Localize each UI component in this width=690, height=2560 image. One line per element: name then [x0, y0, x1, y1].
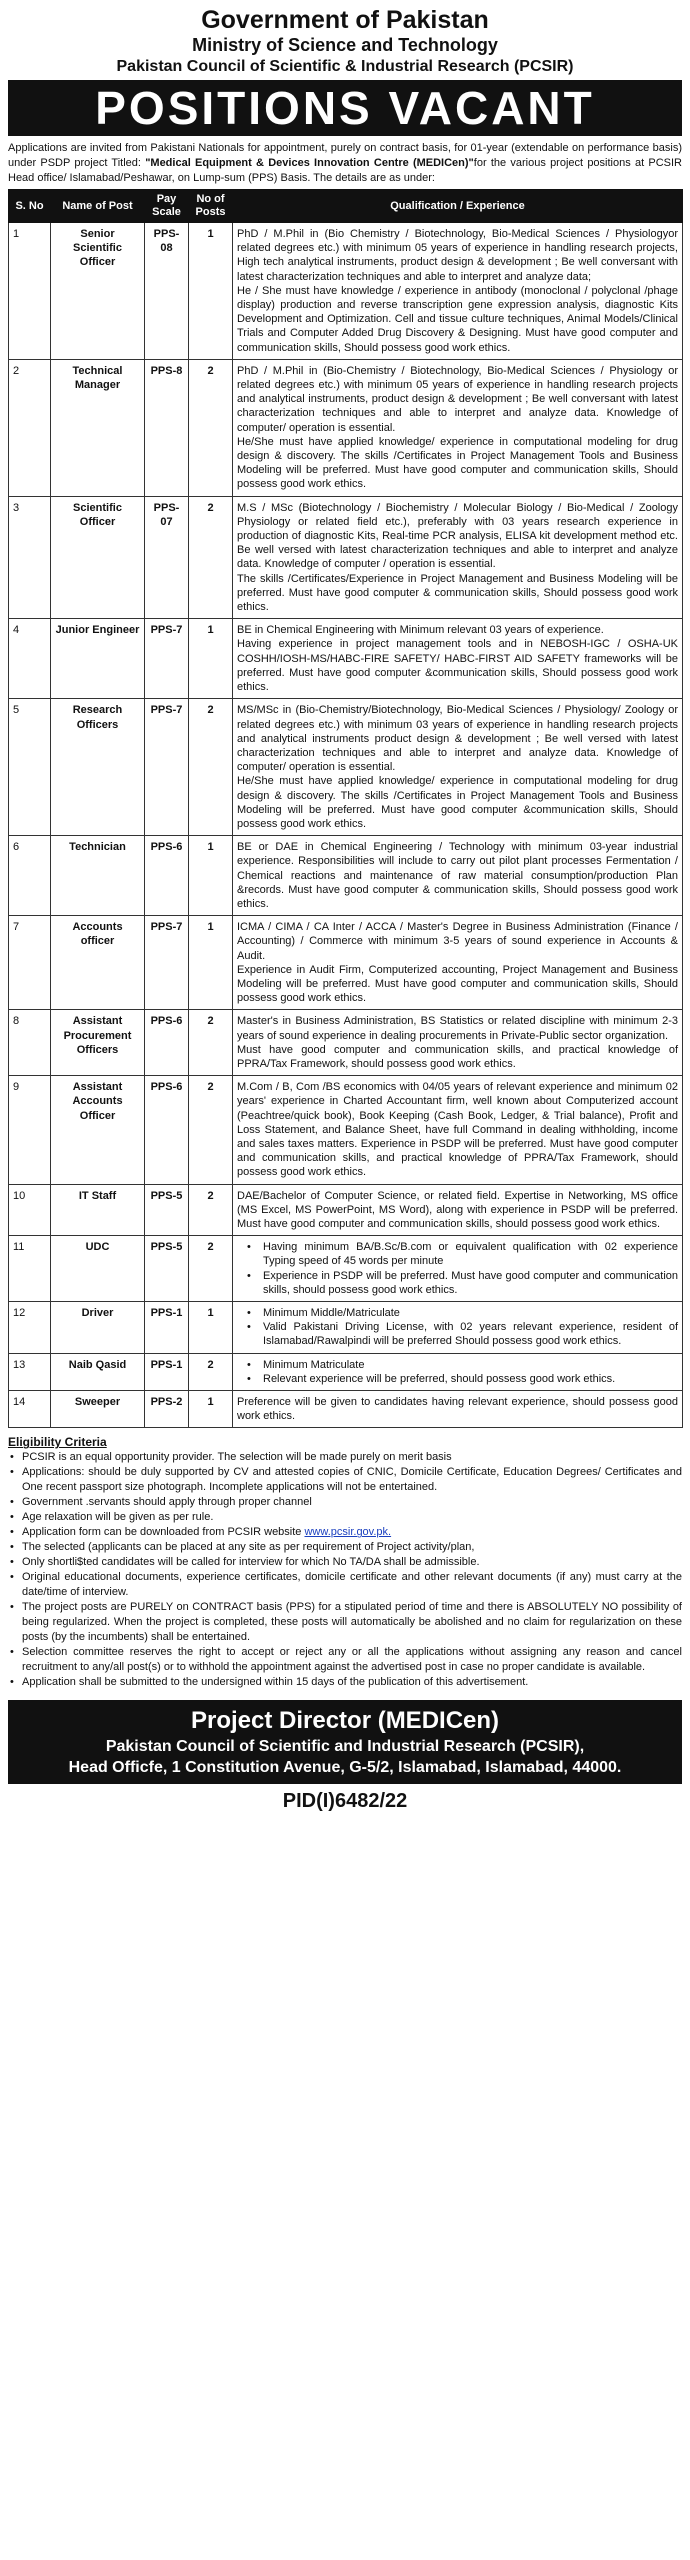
- no-of-posts-cell: 1: [189, 916, 233, 1010]
- qualification-cell: [233, 1010, 683, 1076]
- no-of-posts-cell: 2: [189, 1010, 233, 1076]
- footer-address-1: Pakistan Council of Scientific and Industrial Research (PCSIR),: [105, 1738, 585, 1756]
- qualification-text: BE in Chemical Engineering with Minimum relevant 03 years of experience.: [237, 624, 604, 637]
- list-item: • The selected (applicants can be placed at any site as per requirement of Project activity/plan,: [8, 1540, 682, 1555]
- qualification-text: Master's in Business Administration, BS Statistics or related discipline with minimum 2-3 years of sound experience in dealing procurements in Private-Public sector organization.: [237, 1015, 678, 1042]
- sno-cell: 13: [9, 1353, 51, 1390]
- sno-cell: 4: [9, 619, 51, 699]
- pay-scale-cell: PPS-7: [145, 619, 189, 699]
- post-name-cell: IT Staff: [51, 1184, 145, 1236]
- footer: [8, 1700, 682, 1784]
- list-item: • Original educational documents, experience certificates, domicile certificate and other relevant documents (if any) must carry at the date/time of interview.: [8, 1570, 682, 1600]
- table-row: [9, 1076, 683, 1184]
- list-item: • Government .servants should apply through proper channel: [8, 1495, 682, 1510]
- sno-cell: 2: [9, 359, 51, 496]
- post-name-cell: Technical Manager: [51, 359, 145, 496]
- table-row: [9, 836, 683, 916]
- pay-scale-cell: PPS-5: [145, 1236, 189, 1302]
- post-name-cell: Research Officers: [51, 699, 145, 836]
- qualification-text: He/She must have applied knowledge/ experience in computational modeling for drug design & discovery. The skills /Certificates in Project Management Tools and Business Modeling will be preferred. Must have good computer &communication skills, Should possess good work ethics.: [237, 775, 678, 830]
- post-name-cell: Accounts officer: [51, 916, 145, 1010]
- header-post: Name of Post: [51, 190, 145, 223]
- positions-table-body: [9, 223, 683, 1428]
- no-of-posts-cell: 1: [189, 1391, 233, 1428]
- website-link[interactable]: www.pcsir.gov.pk.: [304, 1526, 392, 1539]
- table-row: [9, 496, 683, 619]
- table-row: [9, 619, 683, 699]
- qualification-bullet: • Experience in PSDP will be preferred. Must have good computer and communication skills, should possess good work ethics.: [237, 1269, 678, 1297]
- intro-paragraph: [8, 141, 682, 186]
- qualification-text: DAE/Bachelor of Computer Science, or related field. Expertise in Networking, MS office (MS Excel, MS PowerPoint, MS Word), along with experience in PSDP will be preferred. Must have good computer and communication skills, should possess good work ethics.: [237, 1189, 678, 1230]
- table-row: [9, 1236, 683, 1302]
- header-posts: No of Posts: [189, 190, 233, 223]
- post-name-cell: Assistant Accounts Officer: [51, 1076, 145, 1184]
- qualification-bullet: • Minimum Matriculate: [237, 1358, 678, 1372]
- download-text: Application form can be downloaded from PCSIR website: [22, 1526, 305, 1539]
- qualification-text: Must have good computer and communication skills, and practical knowledge of PPRA/Tax Framework, should possess good work ethics.: [237, 1043, 678, 1070]
- no-of-posts-cell: 1: [189, 619, 233, 699]
- list-item: [8, 1525, 682, 1540]
- qualification-text: ICMA / CIMA / CA Inter / ACCA / Master's Degree in Business Administration (Finance / Accounting) / Commerce with minimum 3-5 years of sound experience in Accounts & Audit.: [237, 921, 678, 962]
- sno-cell: 11: [9, 1236, 51, 1302]
- table-row: [9, 916, 683, 1010]
- post-name-cell: Senior Scientific Officer: [51, 223, 145, 360]
- qualification-cell: [233, 836, 683, 916]
- post-name-cell: Junior Engineer: [51, 619, 145, 699]
- pay-scale-cell: PPS-5: [145, 1184, 189, 1236]
- no-of-posts-cell: 2: [189, 1353, 233, 1390]
- table-row: [9, 359, 683, 496]
- ministry-title: Ministry of Science and Technology: [192, 35, 498, 55]
- header-scale: Pay Scale: [145, 190, 189, 223]
- list-item: • Application shall be submitted to the undersigned within 15 days of the publication of this advertisement.: [8, 1675, 682, 1690]
- qualification-text: PhD / M.Phil in (Bio-Chemistry / Biotechnology, Bio-Medical Sciences / Physiology or related degrees etc.) with minimum 05 years of experience in handling research projects and analytical instruments, product design & development ; Be well conversant with latest characterization techniques and able to interpret and analyze data. Knowledge of computer/ operation is essential.: [237, 364, 678, 434]
- qualification-cell: [233, 223, 683, 360]
- pay-scale-cell: PPS-07: [145, 496, 189, 619]
- pid-number: PID(I)6482/22: [282, 1790, 408, 1813]
- qualification-cell: [233, 1302, 683, 1354]
- positions-table: [8, 189, 683, 1428]
- header-sno: S. No: [9, 190, 51, 223]
- post-name-cell: Technician: [51, 836, 145, 916]
- no-of-posts-cell: 2: [189, 496, 233, 619]
- sno-cell: 12: [9, 1302, 51, 1354]
- qualification-cell: [233, 359, 683, 496]
- table-row: [9, 1010, 683, 1076]
- no-of-posts-cell: 2: [189, 1236, 233, 1302]
- qualification-text: M.S / MSc (Biotechnology / Biochemistry / Molecular Biology / Bio-Medical / Zoology Physiology or related field etc.), preferably with 03 years research experience in production of diagnostic Kits, Real-time PCR analysis, ELISA kit development method etc. Be well versed with latest characterization techniques and able to interpret and analyze data. Knowledge of computer / operation is essential.: [237, 501, 678, 571]
- sno-cell: 10: [9, 1184, 51, 1236]
- sno-cell: 1: [9, 223, 51, 360]
- qualification-cell: [233, 619, 683, 699]
- table-row: [9, 1302, 683, 1354]
- intro-project-title: "Medical Equipment & Devices Innovation Centre (MEDICen)": [145, 157, 474, 169]
- intro-text-2: for the various project positions at PCSIR Head office/ Islamabad/Peshawar, on Lump-sum (PPS) Basis. The details are as under:: [8, 157, 682, 184]
- no-of-posts-cell: 2: [189, 699, 233, 836]
- qualification-cell: [233, 1391, 683, 1428]
- list-item: • Age relaxation will be given as per rule.: [8, 1510, 682, 1525]
- no-of-posts-cell: 2: [189, 359, 233, 496]
- list-item: • PCSIR is an equal opportunity provider. The selection will be made purely on merit basis: [8, 1450, 682, 1465]
- sno-cell: 14: [9, 1391, 51, 1428]
- eligibility-list: [8, 1450, 682, 1690]
- sno-cell: 5: [9, 699, 51, 836]
- positions-vacant-banner: POSITIONS VACANT: [8, 80, 682, 136]
- qualification-cell: [233, 1076, 683, 1184]
- table-row: [9, 1353, 683, 1390]
- pay-scale-cell: PPS-8: [145, 359, 189, 496]
- table-row: [9, 1391, 683, 1428]
- qualification-text: MS/MSc in (Bio-Chemistry/Biotechnology, Bio-Medical Sciences / Physiology/ Zoology or related degrees etc.) with minimum 03 years of experience in handling research projects and analytical instruments product design & development ; Be well versed with latest characterization techniques and able to interpret and analyze data. Knowledge of computer/ operation is essential.: [237, 704, 678, 774]
- qualification-cell: [233, 1353, 683, 1390]
- sno-cell: 6: [9, 836, 51, 916]
- header: [8, 6, 682, 77]
- qualification-text: PhD / M.Phil in (Bio Chemistry / Biotechnology, Bio-Medical Sciences / Physiologyor related degrees etc.) with minimum 05 years of experience in handling research projects, High tech analytical instruments, product design & development ; Be well conversant with latest characterization techniques and able to interpret and analyze data;: [237, 228, 678, 283]
- pay-scale-cell: PPS-6: [145, 836, 189, 916]
- list-item: • Selection committee reserves the right to accept or reject any or all the applications without assigning any reason and cancel recruitment to any/all post(s) or to withhold the appointment against the advertised post in case no proper candidate is available.: [8, 1645, 682, 1675]
- table-row: [9, 223, 683, 360]
- post-name-cell: UDC: [51, 1236, 145, 1302]
- qualification-bullet: • Valid Pakistani Driving License, with 02 years relevant experience, resident of Islamabad/Rawalpindi will be preferred Should possess good work ethics.: [237, 1320, 678, 1348]
- pay-scale-cell: PPS-6: [145, 1076, 189, 1184]
- header-qualification: Qualification / Experience: [233, 190, 683, 223]
- table-row: [9, 699, 683, 836]
- qualification-text: He/She must have applied knowledge/ experience in computational modeling for drug design & discovery. The skills /Certificates in Project Management Tools and Business Modeling will be preferred. Must have good computer and communication skills, Should possess good work ethics.: [237, 435, 678, 491]
- table-row: [9, 1184, 683, 1236]
- qualification-bullet: • Relevant experience will be preferred, should possess good work ethics.: [237, 1372, 678, 1386]
- sno-cell: 9: [9, 1076, 51, 1184]
- list-item: • The project posts are PURELY on CONTRACT basis (PPS) for a stipulated period of time and there is ABSOLUTELY NO possibility of being regularized. When the project is completed, these posts will automatically be abolished and no claim for regularization on these posts (by the incumbents) shall be entertained.: [8, 1600, 682, 1645]
- post-name-cell: Driver: [51, 1302, 145, 1354]
- advertisement-page: [8, 0, 682, 2560]
- pay-scale-cell: PPS-1: [145, 1353, 189, 1390]
- table-header-row: [9, 190, 683, 223]
- footer-title: Project Director (MEDICen): [190, 1707, 500, 1735]
- pay-scale-cell: PPS-6: [145, 1010, 189, 1076]
- no-of-posts-cell: 2: [189, 1184, 233, 1236]
- qualification-bullet: • Having minimum BA/B.Sc/B.com or equivalent qualification with 02 experience Typing speed of 45 words per minute: [237, 1240, 678, 1268]
- qualification-cell: [233, 699, 683, 836]
- pay-scale-cell: PPS-7: [145, 916, 189, 1010]
- eligibility-title: Eligibility Criteria: [8, 1435, 107, 1450]
- sno-cell: 7: [9, 916, 51, 1010]
- no-of-posts-cell: 1: [189, 1302, 233, 1354]
- organization-title: Pakistan Council of Scientific & Industrial Research (PCSIR): [116, 58, 574, 75]
- sno-cell: 3: [9, 496, 51, 619]
- qualification-text: The skills /Certificates/Experience in Project Management and Business Modeling will be preferred. Must have good computer & communication skills, Should possess good work ethics.: [237, 572, 678, 614]
- qualification-text: He / She must have knowledge / experience in antibody (monoclonal / polyclonal /phage display) production and reverse transcription gene expression analysis, diagnostic Kits Development and Optimization. Cell and tissue culture techniques, Animal Models/Clinical Trials and Computer Added Drug Discovery & Designing. Must have good computer and communication skills, Should possess good work ethics.: [237, 284, 678, 354]
- no-of-posts-cell: 1: [189, 836, 233, 916]
- qualification-text: M.Com / B, Com /BS economics with 04/05 years of relevant experience and minimum 02 years' experience in Charted Accountant firm, well known about Computerized account (Peachtree/quick book), Book Keeping (Cash Book, Ledger, & Trial balance), Profit and Loss Statement, and Balance Sheet, have full Command in dealing withholding, income and sales taxes matters. Experience in PSDP will be preferred. Must have good computer and communication skills, and practical knowledge of PPRA/Tax Framework, should possess good work ethics.: [237, 1081, 678, 1179]
- post-name-cell: Naib Qasid: [51, 1353, 145, 1390]
- qualification-cell: [233, 496, 683, 619]
- list-item: • Only shortli$ted candidates will be called for interview for which No TA/DA shall be admissible.: [8, 1555, 682, 1570]
- no-of-posts-cell: 1: [189, 223, 233, 360]
- intro-text-1: Applications are invited from Pakistani Nationals for appointment, purely on contract basis, for 01-year (extendable on performance basis) under PSDP project Titled:: [8, 142, 682, 169]
- qualification-cell: [233, 916, 683, 1010]
- qualification-cell: [233, 1184, 683, 1236]
- footer-address-2: Head Officfe, 1 Constitution Avenue, G-5/2, Islamabad, Islamabad, 44000.: [68, 1759, 622, 1777]
- qualification-cell: [233, 1236, 683, 1302]
- pay-scale-cell: PPS-1: [145, 1302, 189, 1354]
- government-title: Government of Pakistan: [201, 6, 489, 34]
- post-name-cell: Scientific Officer: [51, 496, 145, 619]
- qualification-text: Preference will be given to candidates having relevant experience, should possess good work ethics.: [237, 1396, 678, 1423]
- list-item: • Applications: should be duly supported by CV and attested copies of CNIC, Domicile Certificate, Education Degrees/ Certificates and One recent passport size photograph. Incomplete applications will not be entertained.: [8, 1465, 682, 1495]
- qualification-bullet: • Minimum Middle/Matriculate: [237, 1306, 678, 1320]
- pay-scale-cell: PPS-2: [145, 1391, 189, 1428]
- post-name-cell: Sweeper: [51, 1391, 145, 1428]
- pay-scale-cell: PPS-08: [145, 223, 189, 360]
- post-name-cell: Assistant Procurement Officers: [51, 1010, 145, 1076]
- sno-cell: 8: [9, 1010, 51, 1076]
- qualification-text: Having experience in project management tools and in NEBOSH-IGC / OSHA-UK COSHH/IOSH-MS/HABC-FIRE SAFETY/ HABC-FIRST AID SAFETY frameworks will be preferred. Must have good computer &communication skills, Should possess good work ethics.: [237, 638, 678, 694]
- no-of-posts-cell: 2: [189, 1076, 233, 1184]
- pay-scale-cell: PPS-7: [145, 699, 189, 836]
- qualification-text: BE or DAE in Chemical Engineering / Technology with minimum 03-year industrial experience. Responsibilities will include to carry out pilot plant processes Fermentation / Chemical reactions and maintenance of raw material consumption/production Plan &records. Must have good computer & communication skills, Should possess good work ethics.: [237, 841, 678, 910]
- qualification-text: Experience in Audit Firm, Computerized accounting, Project Management and Business Modeling will be preferred. Must have good computer and communication skills, Should possess good work ethics.: [237, 963, 678, 1005]
